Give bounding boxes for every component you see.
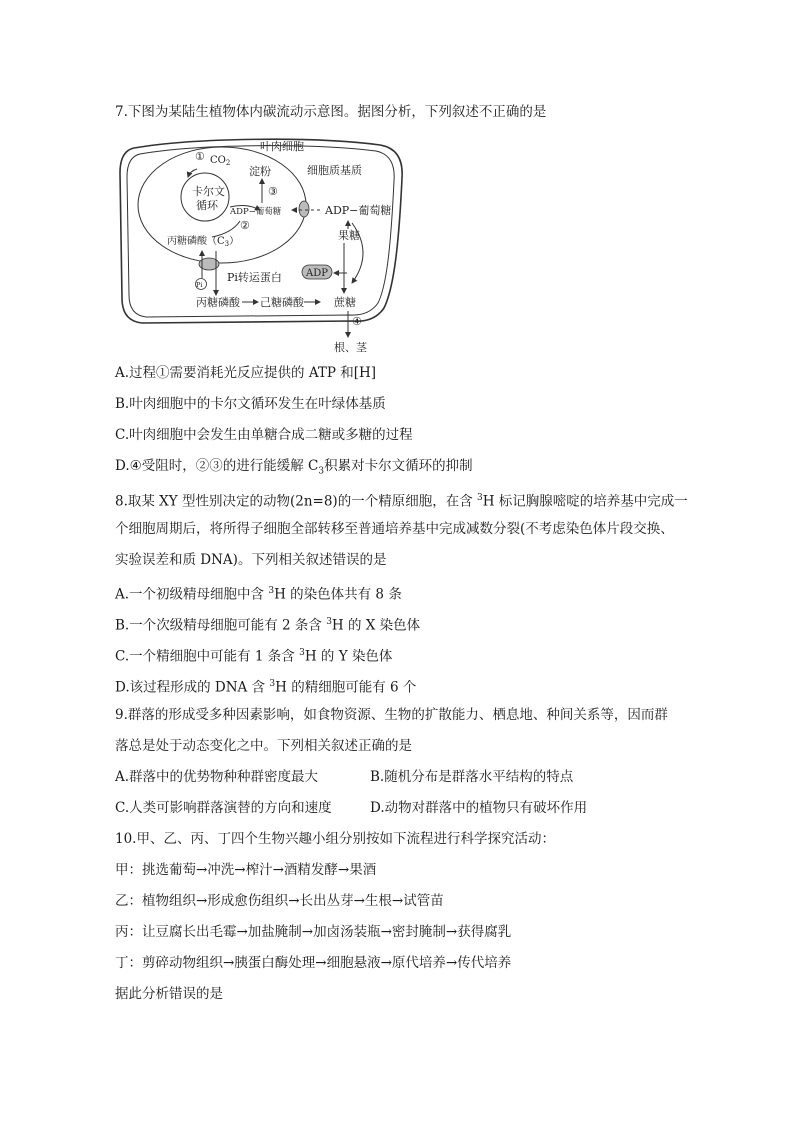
fructose-label: 果糖 — [338, 229, 360, 242]
adp-label: ADP — [306, 268, 328, 279]
mesophyll-label: 叶肉细胞 — [260, 140, 304, 153]
calvin-label: 卡尔文 — [192, 185, 225, 198]
q7-option-b: B.叶肉细胞中的卡尔文循环发生在叶绿体基质 — [115, 396, 386, 412]
q8-option-c: C.一个精细胞中可能有 1 条含 $^3$H 的 Y 染色体 — [115, 648, 393, 665]
q10-group-jia: 甲：挑选葡萄→冲洗→榨汁→酒精发酵→果酒 — [115, 862, 377, 878]
chain-sucrose-label: 蔗糖 — [334, 296, 356, 309]
cytoplasm-label: 细胞质基质 — [307, 164, 362, 177]
q9-line2: 落总是处于动态变化之中。下列相关叙述正确的是 — [115, 738, 412, 754]
q10-tail: 据此分析错误的是 — [115, 986, 223, 1002]
q7-stem: 7.下图为某陆生植物体内碳流动示意图。据图分析，下列叙述不正确的是 — [115, 104, 547, 120]
co2-label: $CO_2$ — [210, 155, 231, 167]
q10-group-yi: 乙：植物组织→形成愈伤组织→长出丛芽→生根→试管苗 — [115, 893, 444, 909]
q10-stem: 10.甲、乙、丙、丁四个生物兴趣小组分别按如下流程进行科学探究活动： — [115, 831, 555, 847]
adp-glucose-outer-label: ADP−葡萄糖 — [325, 204, 392, 217]
co2-arrow — [188, 169, 197, 177]
q8-option-a: A.一个初级精母细胞中含 $^3$H 的染色体共有 8 条 — [115, 586, 402, 603]
q7-option-d: D.④受阻时，②③的进行能缓解 $C_3$积累对卡尔文循环的抑制 — [115, 458, 473, 477]
triose-to-starch-arrow — [212, 221, 240, 237]
step4-label: ④ — [352, 315, 362, 328]
carbon-flow-diagram — [112, 133, 412, 358]
adp-glucose-inner-label: ADP−葡萄糖 — [230, 207, 282, 217]
q9-line1: 9.群落的形成受多种因素影响，如食物资源、生物的扩散能力、栖息地、种间关系等，因而群 — [115, 707, 668, 723]
q9-option-c: C.人类可影响群落演替的方向和速度 — [115, 800, 332, 816]
q8-line2: 个细胞周期后，将所得子细胞全部转移至普通培养基中完成减数分裂(不考虑染色体片段交换、 — [115, 521, 674, 537]
q9-option-d: D.动物对群落中的植物只有破坏作用 — [370, 800, 588, 816]
transporter-oval-top — [299, 201, 309, 217]
starch-label: 淀粉 — [249, 165, 271, 178]
root-stem-label: 根、茎 — [334, 341, 367, 354]
q8-option-b: B.一个次级精母细胞可能有 2 条含 $^3$H 的 X 染色体 — [115, 617, 421, 634]
q9-option-a: A.群落中的优势物种种群密度最大 — [115, 769, 319, 785]
step3-label: ③ — [268, 185, 278, 198]
q10-group-ding: 丁：剪碎动物组织→胰蛋白酶处理→细胞悬液→原代培养→传代培养 — [115, 955, 512, 971]
chain-hexose-label: 己糖磷酸 — [260, 296, 304, 309]
q9-option-b: B.随机分布是群落水平结构的特点 — [370, 769, 574, 785]
q8-line3: 实验误差和质 DNA)。下列相关叙述错误的是 — [115, 552, 387, 568]
chain-triose-label: 丙糖磷酸 — [196, 296, 240, 309]
q7-option-c: C.叶肉细胞中会发生由单糖合成二糖或多糖的过程 — [115, 427, 413, 443]
q8-option-d: D.该过程形成的 DNA 含 $^3$H 的精细胞可能有 6 个 — [115, 679, 417, 696]
step1-label: ① — [195, 150, 205, 163]
q10-group-bing: 丙：让豆腐长出毛霉→加盐腌制→加卤汤装瓶→密封腌制→获得腐乳 — [115, 924, 512, 940]
q7-option-a: A.过程①需要消耗光反应提供的 ATP 和[H] — [115, 365, 377, 381]
triose-label: 丙糖磷酸$(C_3)$ — [167, 236, 240, 248]
pi-small-label: Pi — [196, 281, 203, 289]
cycle-label: 循环 — [196, 199, 218, 212]
step2-label: ② — [240, 219, 250, 232]
q8-line1: 8.取某 XY 型性别决定的动物(2n=8)的一个精原细胞，在含 $^3$H 标记胸腺嘧啶的培养基中完成一 — [115, 493, 688, 510]
pi-transporter-label: Pi转运蛋白 — [227, 271, 282, 284]
